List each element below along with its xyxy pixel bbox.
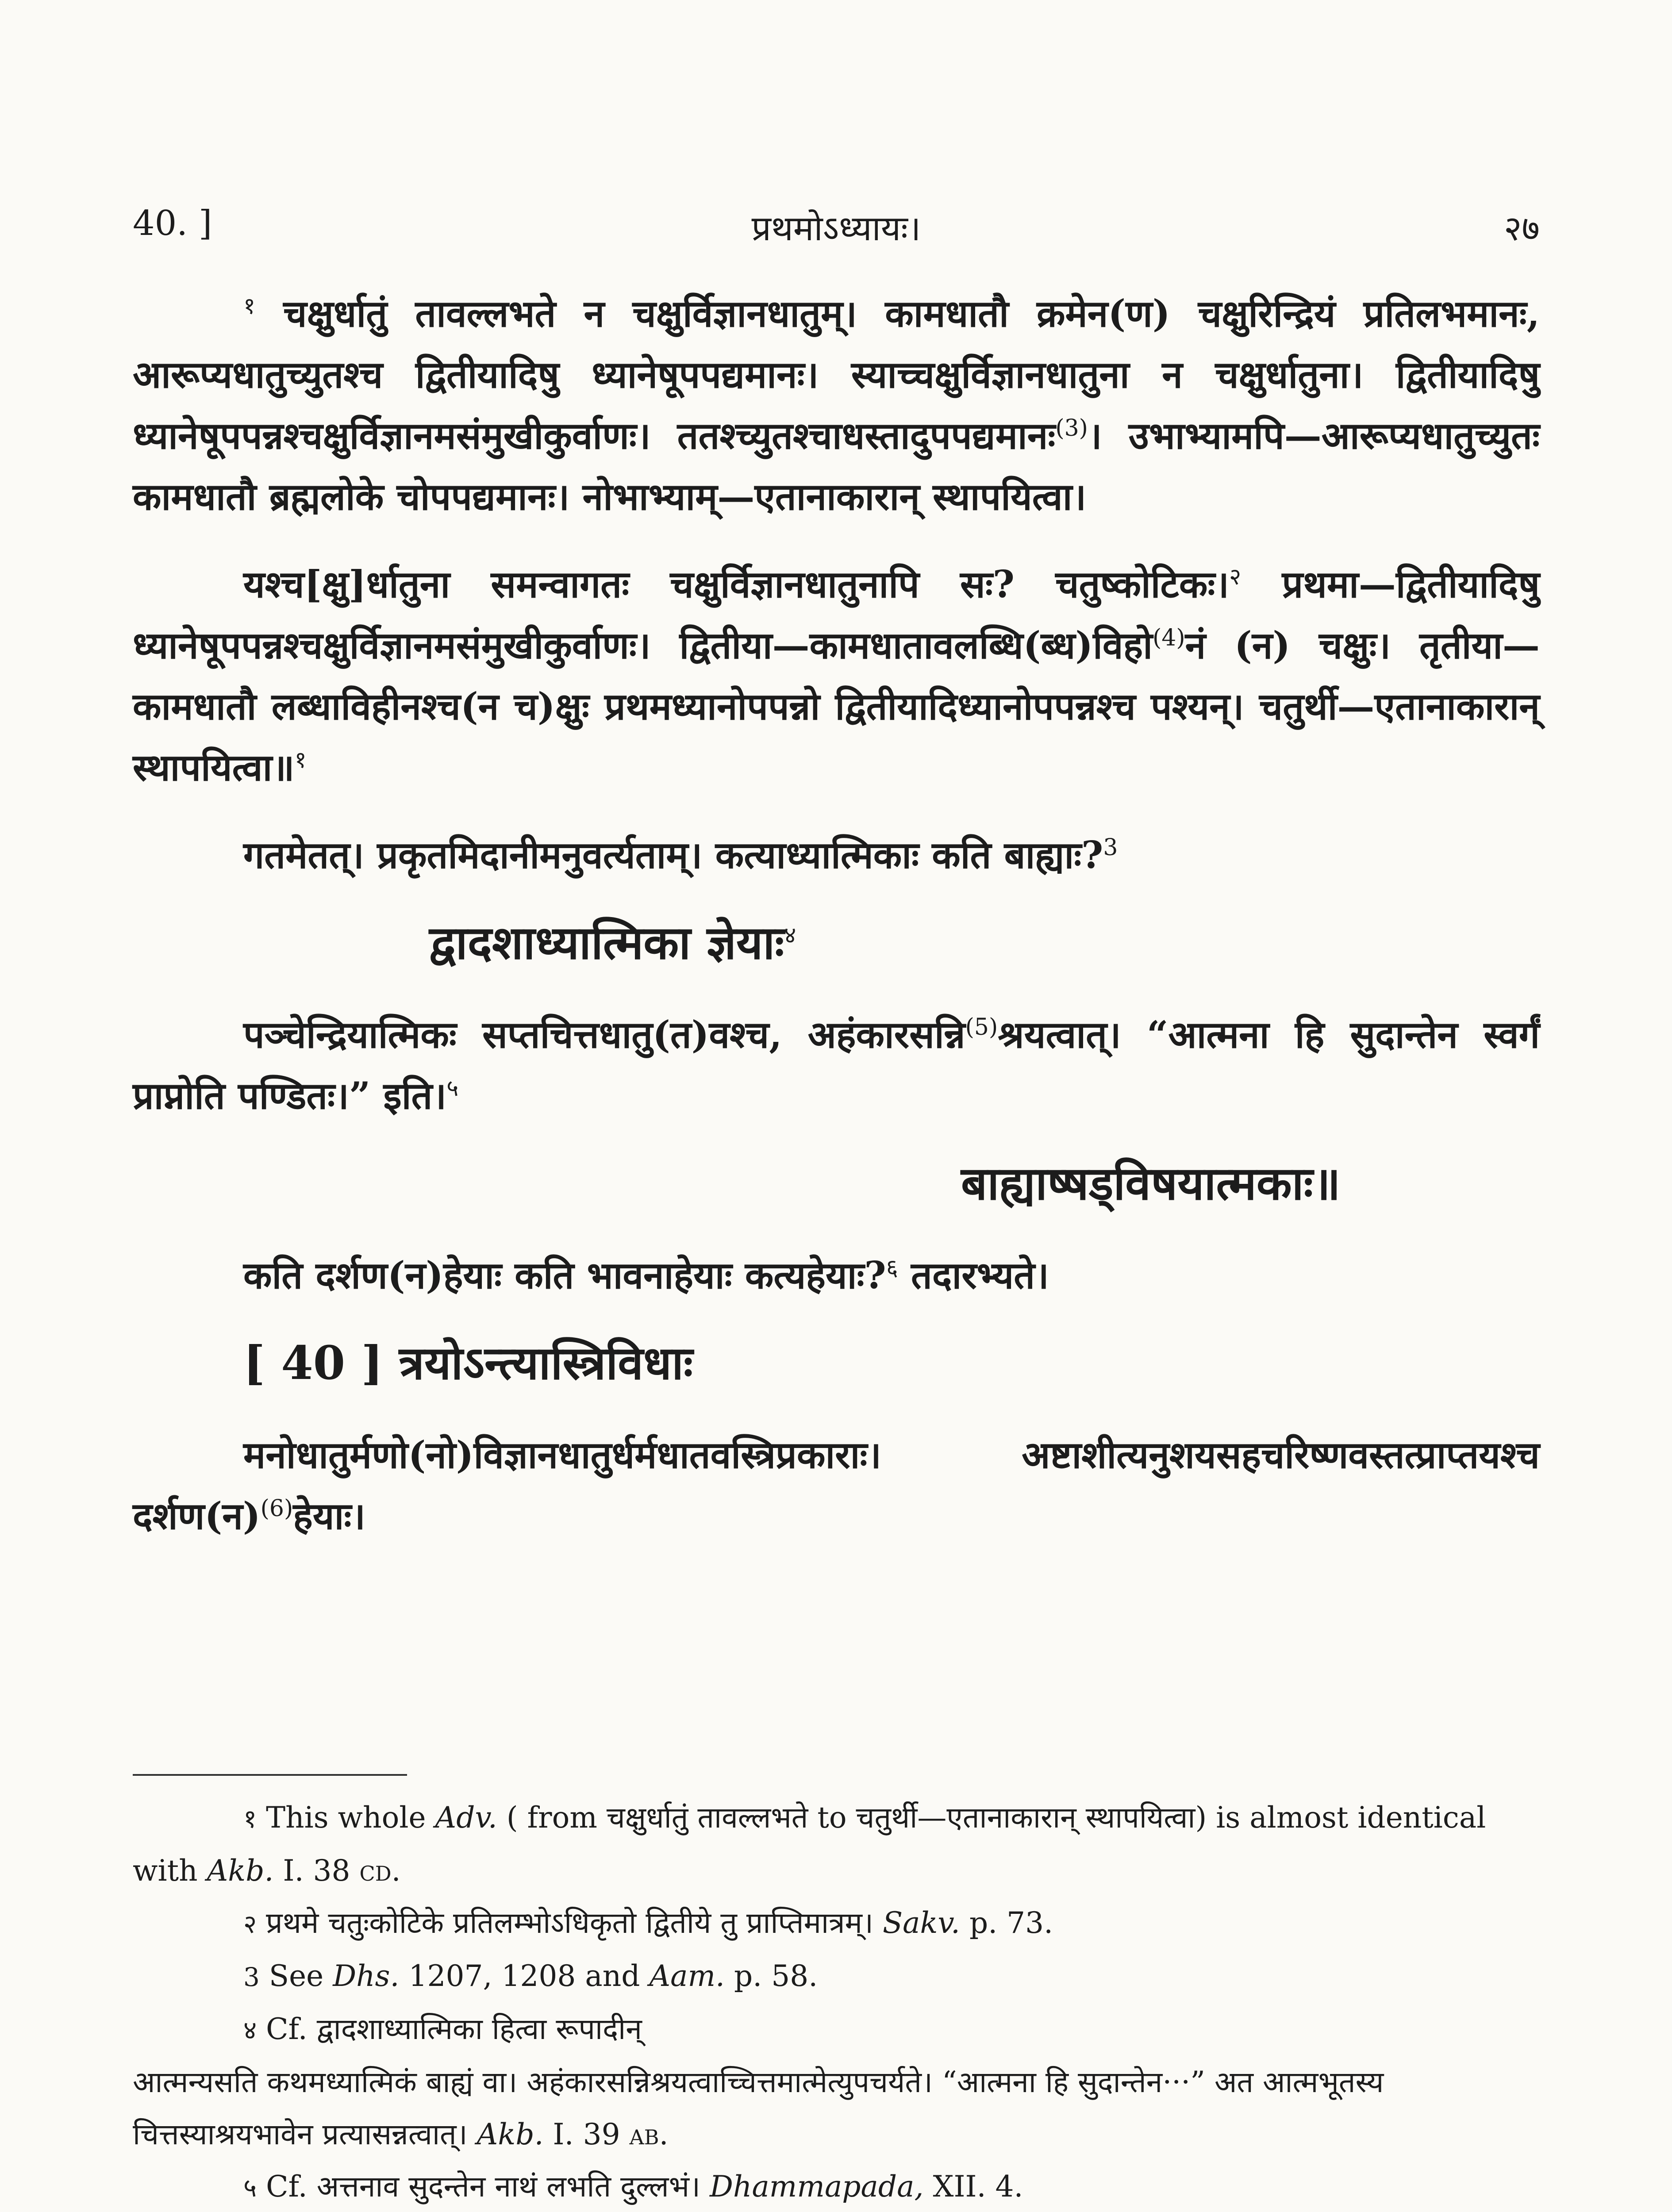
main-text (133, 283, 1540, 1573)
footnote-number: 3 (243, 1962, 260, 1992)
footnote-marker: 3 (1103, 834, 1118, 861)
source-abbrev: Sakv. (882, 1906, 960, 1940)
source-abbrev: Dhs. (333, 1959, 400, 1993)
verse-text: बाह्याष्षड्विषयात्मकाः॥ (961, 1156, 1341, 1210)
footnote-marker: ४ (784, 922, 796, 949)
footnote-marker: २ (1229, 564, 1242, 590)
paragraph-text: मनोधातुर्मणो(नो)विज्ञानधातुर्धर्मधातवस्त्रिप्रकाराः। अष्टाशीत्यनुशयसहचरिष्णवस्तत्प्राप्तयश्च दर्शण(न) (133, 1433, 1540, 1538)
paragraph-text: चक्षुर्धातुं तावल्लभते न चक्षुर्विज्ञानधातुम्। कामधातौ क्रमेन(ण) चक्षुरिन्द्रियं प्रतिलभमानः, आरूप्यधातुच्युतश्च द्वितीयादिषु ध्यानेषूपपद्यमानः। स्याच्चक्षुर्विज्ञानधातुना न चक्षुर्धातुना। द्वितीयादिषु ध्यानेषूपपन्नश्चक्षुर्विज्ञानमसंमुखीकुर्वाणः। ततश्च्युतश्चाधस्तादुपपद्यमानः (133, 292, 1540, 457)
footnote-1 (133, 1792, 1540, 1897)
footnote-2 (133, 1897, 1540, 1950)
paragraph-text: प्रथमा—द्वितीयादिषु ध्यानेषूपपन्नश्चक्षुर्विज्ञानमसंमुखीकुर्वाणः। द्वितीया—कामधातावलब्धि(ब्ध)विहो (133, 562, 1540, 667)
footnote-text: आत्मन्यसति कथमध्यात्मिकं बाह्यं वा। अहंकारसन्निश्रयत्वाच्चित्तमात्मेत्युपचर्यते। “आत्मना हि सुदान्तेन···” अत आत्मभूतस्य चित्तस्याश्रयभावेन प्रत्यासन्नत्वात्। (133, 2065, 1384, 2151)
verse-2 (133, 1153, 1540, 1214)
footnote-marker: १ (243, 293, 256, 319)
paragraph-text: कति दर्शण(न)हेयाः कति भावनाहेयाः कत्यहेयाः? (243, 1253, 886, 1297)
paragraph-text: यश्च[क्षु]र्धातुना समन्वागतः चक्षुर्विज्ञानधातुनापि सः? चतुष्कोटिकः। (243, 562, 1230, 606)
paragraph-6 (133, 1425, 1540, 1547)
source-abbrev: Dhammapada, (710, 2170, 924, 2204)
footnote-text: ( from चक्षुर्धातुं तावल्लभते to चतुर्थी—एतानाकारान् स्थापयित्वा) is almost identical with (133, 1801, 1486, 1888)
footnote-5 (133, 2161, 1540, 2212)
citation: XII. 4. (933, 2170, 1023, 2204)
footnote-text: प्रथमे चतुःकोटिके प्रतिलम्भोऽधिकृतो द्वितीये तु प्राप्तिमात्रम्। (266, 1906, 873, 1940)
note-ref: (3) (1055, 415, 1088, 442)
verse-number: [ 40 ] (243, 1336, 383, 1390)
footnote-number: ४ (243, 2015, 257, 2045)
citation: p. 73. (969, 1906, 1053, 1940)
footnotes (133, 1792, 1540, 2212)
footnote-text: Cf. अत्तनाव सुदन्तेन नाथं लभति दुल्लभं। (266, 2170, 701, 2204)
footnote-number: १ (243, 1804, 257, 1834)
note-ref: (5) (965, 1014, 998, 1041)
footnote-text: Cf. द्वादशाध्यात्मिका हित्वा रूपादीन् (266, 2012, 642, 2046)
footnote-marker: १ (294, 747, 307, 773)
verse-3 (133, 1333, 1540, 1394)
page-number: 40. ] (133, 204, 212, 243)
footnote-text: This whole (266, 1801, 426, 1835)
paragraph-2 (133, 554, 1540, 798)
verse-text: द्वादशाध्यात्मिका ज्ञेयाः (429, 915, 784, 970)
footnote-marker: ५ (446, 1075, 459, 1102)
folio-number: २७ (1503, 209, 1540, 249)
footnote-4 (133, 2003, 1540, 2056)
paragraph-text: गतमेतत्। प्रकृतमिदानीमनुवर्त्यताम्। कत्याध्यात्मिकाः कति बाह्याः? (243, 833, 1103, 877)
verse-text: त्रयोऽन्त्यास्त्रिविधाः (399, 1336, 693, 1390)
paragraph-text: । उभाभ्यामपि—आरूप्यधातुच्युतः कामधातौ ब्रह्मलोके चोपपद्यमानः। नोभाभ्याम्—एतानाकारान् स्थापयित्वा। (133, 414, 1540, 518)
footnote-marker: ६ (886, 1255, 898, 1281)
source-abbrev: Akb. (207, 1854, 274, 1888)
footnote-number: ५ (243, 2173, 257, 2203)
source-abbrev: Aam. (649, 1959, 725, 1993)
footnote-3 (133, 1950, 1540, 2003)
paragraph-5 (133, 1245, 1540, 1306)
note-ref: (4) (1152, 625, 1185, 651)
source-abbrev: Akb. (477, 2117, 544, 2151)
chapter-title: प्रथमोऽध्यायः। (751, 209, 921, 249)
paragraph-text: नं (न) चक्षुः। तृतीया—कामधातौ लब्धाविहीनश्च(न च)क्षुः प्रथमध्यानोपपन्नो द्वितीयादिध्यानोपपन्नश्च पश्यन्। चतुर्थी—एतानाकारान् स्थापयित्वा॥ (133, 623, 1540, 789)
footnote-text: See (269, 1959, 324, 1993)
source-abbrev: Adv. (435, 1801, 497, 1835)
footnote-text: 1207, 1208 and (408, 1959, 640, 1993)
paragraph-text: तदारभ्यते। (911, 1253, 1049, 1297)
paragraph-text: हेयाः। (293, 1494, 366, 1538)
paragraph-3 (133, 825, 1540, 886)
page-header (133, 204, 1540, 257)
citation: I. 39 ab. (553, 2117, 669, 2151)
paragraph-1 (133, 283, 1540, 527)
citation: I. 38 cd. (283, 1854, 401, 1888)
footnote-divider (133, 1774, 407, 1776)
paragraph-4 (133, 1004, 1540, 1126)
citation: p. 58. (734, 1959, 818, 1993)
footnote-number: २ (243, 1909, 257, 1939)
verse-1 (133, 912, 1540, 973)
paragraph-text: श्रयत्वात्। “आत्मना हि सुदान्तेन स्वर्गं प्राप्नोति पण्डितः।” इति। (133, 1013, 1540, 1118)
paragraph-text: पञ्चेन्द्रियात्मिकः सप्तचित्तधातु(त)वश्च, अहंकारसन्नि (243, 1013, 965, 1056)
footnote-4-continuation (133, 2056, 1540, 2161)
note-ref: (6) (260, 1495, 293, 1522)
